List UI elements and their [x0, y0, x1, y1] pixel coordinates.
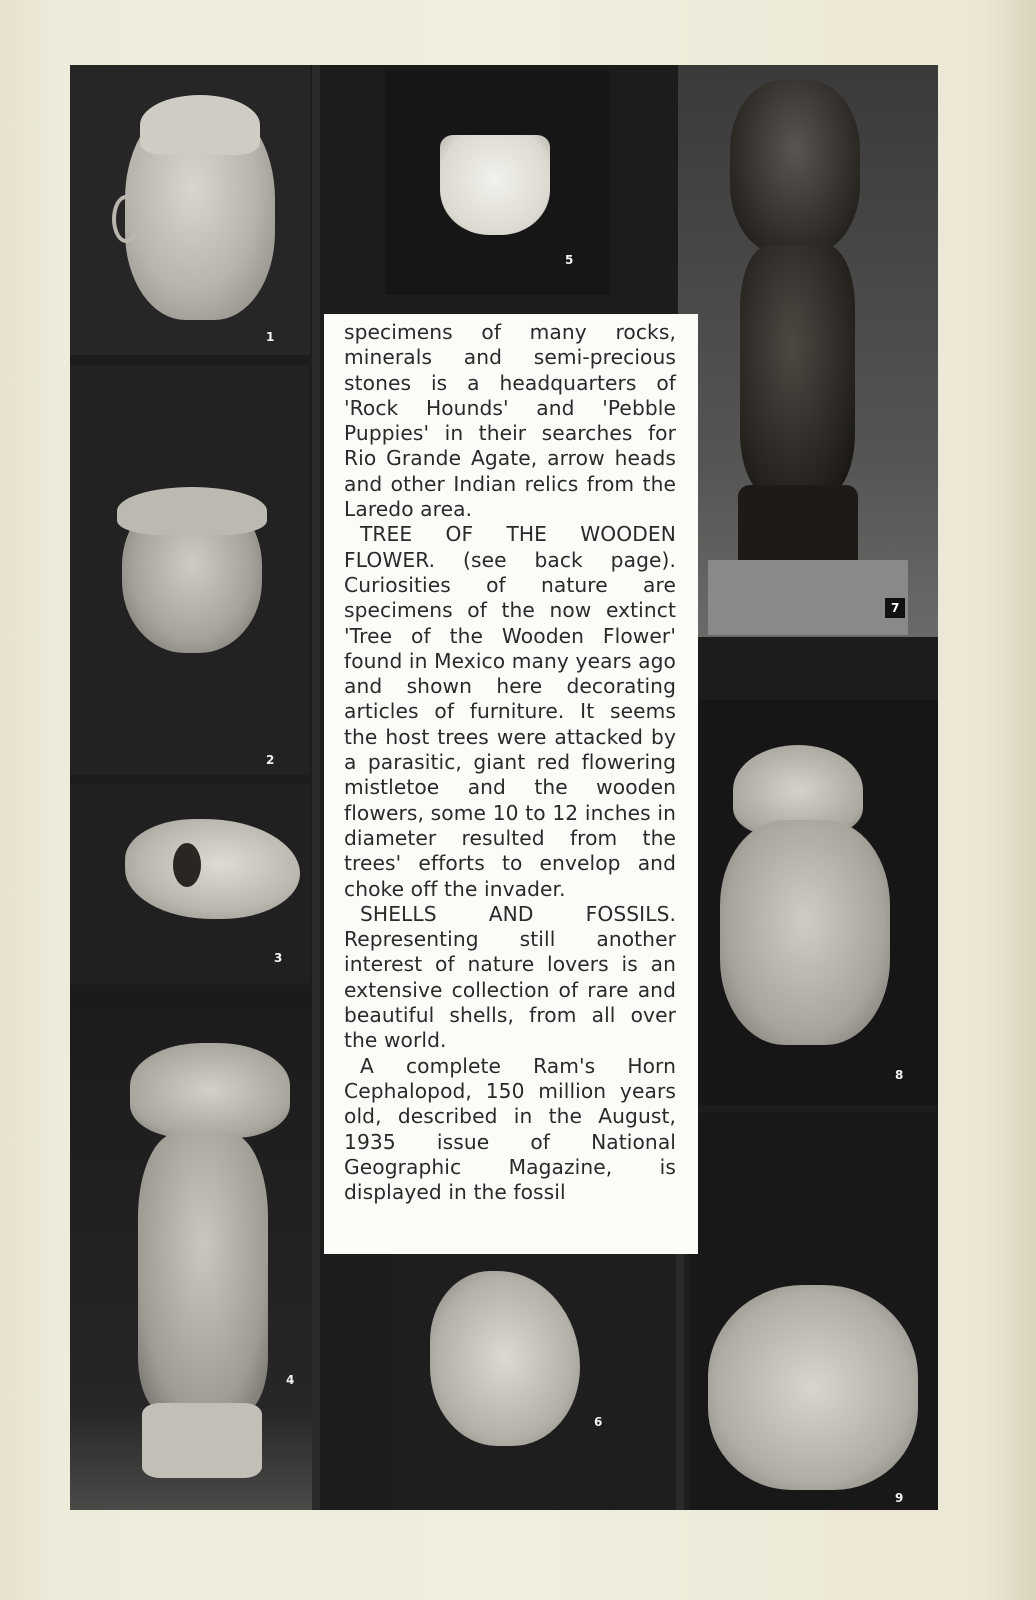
dark-statue-base — [708, 560, 908, 635]
standing-figure-body — [138, 1133, 268, 1413]
seated-figure-body — [720, 820, 890, 1045]
figure-number-7: 7 — [885, 598, 905, 618]
small-mask-face — [440, 135, 550, 235]
photo-4-standing-figure — [70, 993, 320, 1510]
whistle-figure-body — [125, 819, 300, 919]
column-divider-left — [312, 65, 320, 1510]
standing-figure-legs — [142, 1403, 262, 1478]
figure-number-5: 5 — [565, 253, 574, 267]
photo-9-sleeping-face — [690, 1113, 938, 1510]
hatted-head-brim — [117, 487, 267, 535]
paragraph-wooden-flower: TREE OF THE WOODEN FLOWER. (see back page). Curiosities of nature are specimens of the now extinct 'Tree of the Wooden Flower' found in Mexico many years ago and shown here decorating articles of furniture. It seems the host trees were attacked by a parasitic, giant red flowering mistletoe and the wooden flowers, some 10 to 12 inches in diameter resulted from the trees' efforts to envelop and choke off the invader. — [344, 522, 676, 901]
dark-statue-head — [730, 80, 860, 255]
photo-8-seated-figure — [685, 700, 938, 1105]
photo-5-small-mask — [385, 70, 610, 295]
figure-number-3: 3 — [274, 951, 283, 965]
standing-figure-headdress — [130, 1043, 290, 1138]
photo-1-clay-head — [70, 65, 310, 355]
paragraph-rocks-minerals: specimens of many rocks, minerals and semi-precious stones is a headquarters of 'Rock Hounds' and 'Pebble Puppies' in their searches for Rio Grande Agate, arrow heads and other Indian relics from the Laredo area. — [344, 320, 676, 522]
figure-number-8: 8 — [895, 1068, 904, 1082]
paragraph-cephalopod: A complete Ram's Horn Cephalopod, 150 million years old, described in the August, 1935 issue of National Geographic Magazine, is displayed in the fossil — [344, 1053, 676, 1205]
photo-3-whistle-figure — [70, 783, 310, 983]
figure-number-4: 4 — [286, 1373, 295, 1387]
figure-number-9: 9 — [895, 1491, 904, 1505]
whistle-figure-opening — [173, 843, 201, 887]
photo-7-dark-statue — [678, 65, 938, 637]
clay-head-ear — [112, 195, 140, 243]
clay-head-hair — [140, 95, 260, 155]
horned-head-figure — [430, 1271, 580, 1446]
photo-6-horned-head — [390, 1255, 690, 1510]
dark-statue-body — [740, 245, 855, 495]
paragraph-shells-fossils: SHELLS AND FOSSILS. Representing still another interest of nature lovers is an extensive collection of rare and beautiful shells, from all over the world. — [344, 901, 676, 1053]
figure-number-6: 6 — [594, 1415, 603, 1429]
sleeping-face-figure — [708, 1285, 918, 1490]
figure-number-2: 2 — [266, 753, 275, 767]
article-text-box — [324, 314, 698, 1254]
photo-2-hatted-head — [70, 365, 310, 775]
figure-number-1: 1 — [266, 330, 275, 344]
